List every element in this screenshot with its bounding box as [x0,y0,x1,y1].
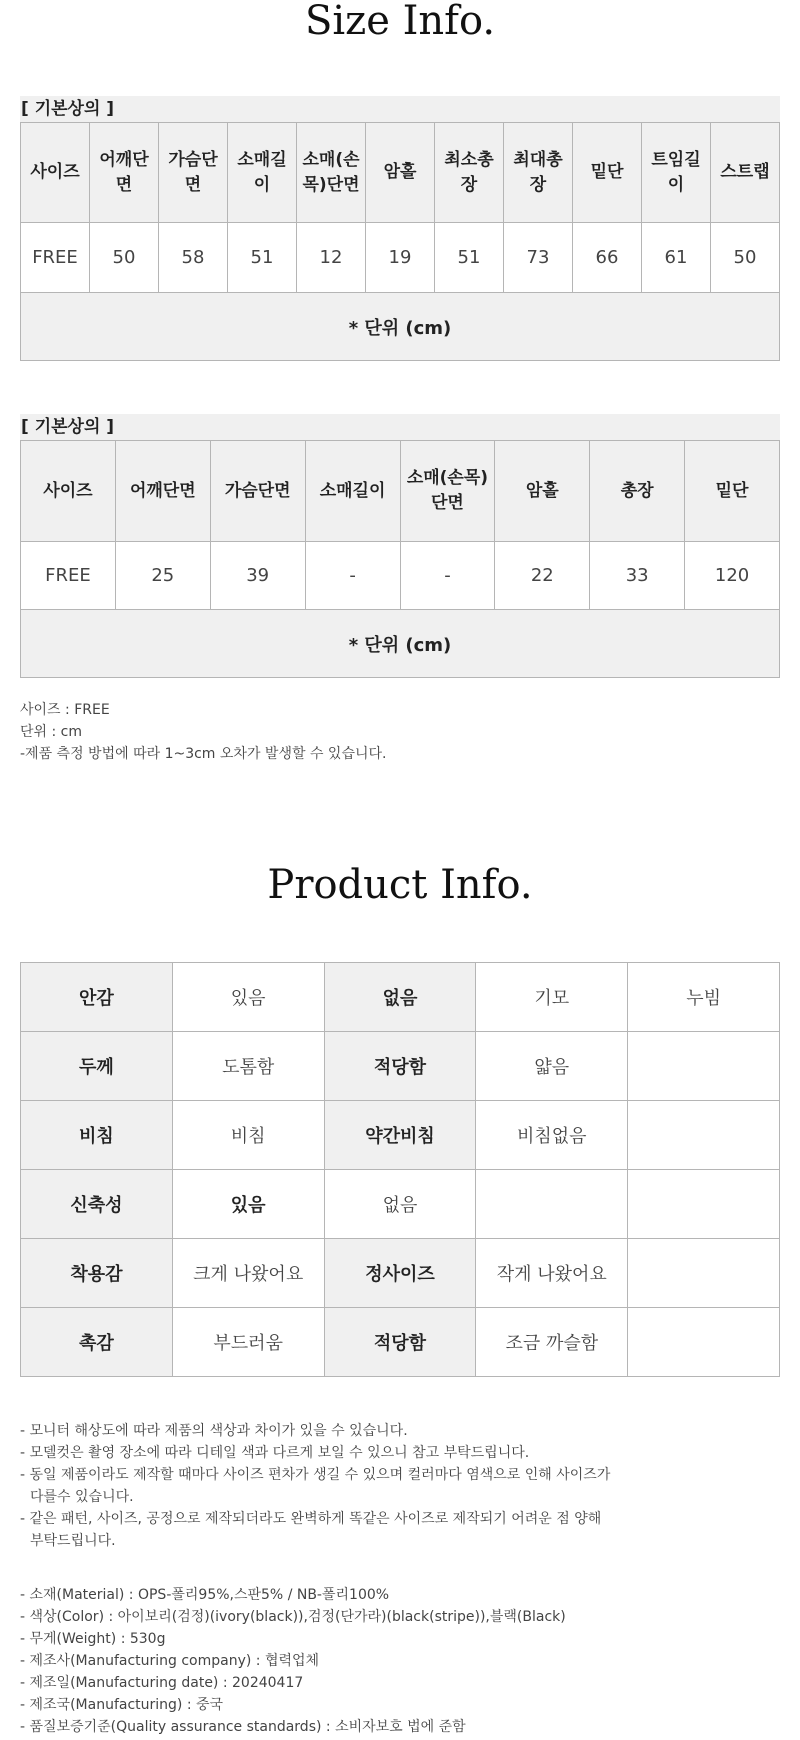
size-notes [20,699,386,765]
size-table-1-unit-row [21,293,780,361]
size-header-cell: 어깨단 면 [90,123,159,223]
size-table-1-value-row [21,223,780,293]
size-note: 단위 : cm [20,724,83,740]
product-info-row [21,963,780,1032]
product-option: 비침 [172,1101,324,1170]
size-header-cell: 암홀 [366,123,435,223]
size-header-cell: 스트랩 [711,123,780,223]
size-header-cell: 가슴단 면 [159,123,228,223]
size-info-title: Size Info. [304,0,496,44]
product-option-selected: 약간비침 [324,1101,476,1170]
size-value-cell: 120 [685,542,780,610]
product-option-selected: 적당함 [324,1032,476,1101]
product-option: 기모 [476,963,628,1032]
disclaimer-item: - 동일 제품이라도 제작할 때마다 사이즈 편차가 생길 수 있으며 컬러마다 염색으로 인해 사이즈가 [20,1467,611,1483]
spec-item: - 소재(Material) : OPS-폴리95%,스판5% / NB-폴리100% [20,1587,390,1603]
size-header-cell: 암홀 [495,441,590,542]
size-table-2-value-row [21,542,780,610]
product-option [476,1170,628,1239]
disclaimer-list [20,1420,610,1552]
product-option: 부드러움 [172,1308,324,1377]
size-value-cell: 51 [228,223,297,293]
product-option: 조금 까슬함 [476,1308,628,1377]
product-option: 작게 나왔어요 [476,1239,628,1308]
product-option: 도톰함 [172,1032,324,1101]
product-attribute-label: 착용감 [21,1239,173,1308]
product-info-title: Product Info. [267,862,533,908]
product-option: 있음 [172,963,324,1032]
size-table-1-header-row [21,123,780,223]
product-option [628,1239,780,1308]
size-value-cell: - [305,542,400,610]
product-option: 크게 나왔어요 [172,1239,324,1308]
product-option [628,1308,780,1377]
spec-item: - 제조일(Manufacturing date) : 20240417 [20,1675,304,1691]
size-value-cell: 73 [504,223,573,293]
disclaimer-item: - 같은 패턴, 사이즈, 공정으로 제작되더라도 완벽하게 똑같은 사이즈로 제작되기 어려운 점 양해 [20,1511,602,1527]
size-value-cell: 33 [590,542,685,610]
size-header-cell: 어깨단면 [115,441,210,542]
size-value-cell: 50 [711,223,780,293]
product-info-row [21,1239,780,1308]
size-header-cell: 사이즈 [21,123,90,223]
size-table-1 [20,122,780,361]
disclaimer-item: 다를수 있습니다. [30,1489,134,1505]
size-header-cell: 소매길 이 [228,123,297,223]
size-header-cell: 트임길 이 [642,123,711,223]
size-value-cell: 51 [435,223,504,293]
size-header-cell: 소매길이 [305,441,400,542]
product-attribute-label: 비침 [21,1101,173,1170]
product-info-row [21,1101,780,1170]
size-value-cell: 66 [573,223,642,293]
size-value-cell: 12 [297,223,366,293]
size-header-cell: 총장 [590,441,685,542]
size-value-cell: 22 [495,542,590,610]
spec-item: - 무게(Weight) : 530g [20,1631,166,1647]
size-value-cell: FREE [21,223,90,293]
product-option [628,1032,780,1101]
size-header-cell: 최소총 장 [435,123,504,223]
size-header-cell: 밑단 [685,441,780,542]
size-header-cell: 사이즈 [21,441,116,542]
product-info-row [21,1170,780,1239]
size-note: -제품 측정 방법에 따라 1~3cm 오차가 발생할 수 있습니다. [20,746,387,762]
product-attribute-label: 촉감 [21,1308,173,1377]
size-value-cell: 58 [159,223,228,293]
product-option: 없음 [324,1170,476,1239]
unit-label: * 단위 (cm) [21,610,780,678]
size-header-cell: 밑단 [573,123,642,223]
spec-item: - 제조국(Manufacturing) : 중국 [20,1697,224,1713]
product-attribute-label: 신축성 [21,1170,173,1239]
size-header-cell: 소매(손 목)단면 [297,123,366,223]
size-note: 사이즈 : FREE [20,702,110,718]
product-option-selected: 적당함 [324,1308,476,1377]
size-header-cell: 소매(손목) 단면 [400,441,495,542]
product-option [628,1170,780,1239]
size-table-2-header-row [21,441,780,542]
size-header-cell: 최대총 장 [504,123,573,223]
product-option: 얇음 [476,1032,628,1101]
table2-caption: [ 기본상의 ] [20,414,780,440]
spec-item: - 품질보증기준(Quality assurance standards) : 소비자보호 법에 준함 [20,1719,466,1735]
unit-label: * 단위 (cm) [21,293,780,361]
disclaimer-item: - 모델컷은 촬영 장소에 따라 디테일 색과 다르게 보일 수 있으니 참고 부탁드립니다. [20,1445,530,1461]
spec-item: - 색상(Color) : 아이보리(검정)(ivory(black)),검정(단가라)(black(stripe)),블랙(Black) [20,1609,566,1625]
product-info-row [21,1032,780,1101]
product-option-selected: 없음 [324,963,476,1032]
table1-caption: [ 기본상의 ] [20,96,780,122]
disclaimer-item: 부탁드립니다. [30,1533,116,1549]
size-table-2 [20,440,780,678]
size-value-cell: 19 [366,223,435,293]
spec-item: - 제조사(Manufacturing company) : 협력업체 [20,1653,320,1669]
size-value-cell: 50 [90,223,159,293]
disclaimer-item: - 모니터 해상도에 따라 제품의 색상과 차이가 있을 수 있습니다. [20,1423,408,1439]
size-value-cell: - [400,542,495,610]
product-option: 누빔 [628,963,780,1032]
size-value-cell: 25 [115,542,210,610]
spec-list [20,1584,566,1738]
product-info-row [21,1308,780,1377]
product-option-selected: 있음 [172,1170,324,1239]
size-value-cell: FREE [21,542,116,610]
product-option-selected: 정사이즈 [324,1239,476,1308]
product-attribute-label: 두께 [21,1032,173,1101]
size-value-cell: 61 [642,223,711,293]
product-info-table [20,962,780,1377]
product-option [628,1101,780,1170]
product-option: 비침없음 [476,1101,628,1170]
size-value-cell: 39 [210,542,305,610]
product-attribute-label: 안감 [21,963,173,1032]
size-header-cell: 가슴단면 [210,441,305,542]
size-table-2-unit-row [21,610,780,678]
